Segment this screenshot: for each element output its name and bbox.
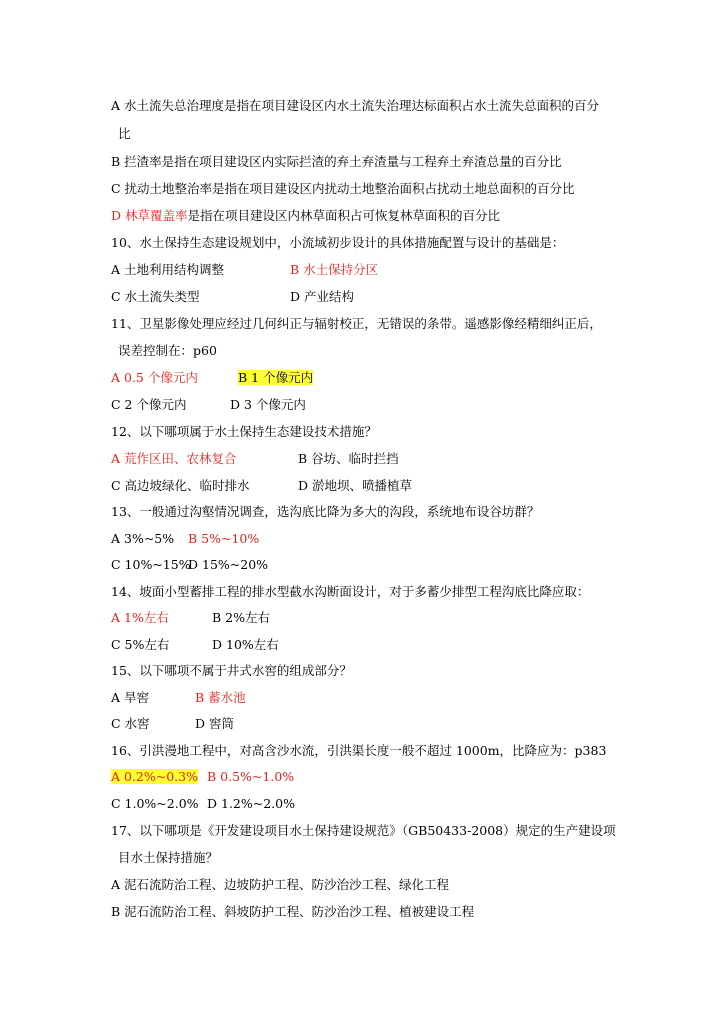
option-line: C 扰动土地整治率是指在项目建设区内扰动土地整治面积占扰动土地总面积的百分比 [111, 181, 575, 196]
question-17: 17、以下哪项是《开发建设项目水土保持建设规范》（GB50433-2008）规定的生产建设项 [111, 823, 616, 838]
option-a-highlighted [111, 768, 198, 786]
option-line [111, 207, 500, 225]
option-c: C 2 个像元内 [111, 397, 187, 412]
option-d: D 产业结构 [290, 289, 354, 304]
option-c: C 水窖 [111, 716, 150, 731]
option-a: A 3%~5% [111, 531, 175, 546]
option-d: D 淤地坝、喷播植草 [298, 478, 412, 493]
option-b-answer: B 水土保持分区 [290, 262, 379, 277]
option-b: B 泥石流防治工程、斜坡防护工程、防沙治沙工程、植被建设工程 [111, 904, 475, 919]
option-d: D 10%左右 [212, 637, 279, 652]
option-c: C 高边坡绿化、临时排水 [111, 478, 250, 493]
option-a: A 泥石流防治工程、边坡防护工程、防沙治沙工程、绿化工程 [111, 877, 450, 892]
option-b: B 2%左右 [212, 610, 270, 625]
highlight-text: B 1 个像元内 [238, 370, 314, 385]
option-d: D 1.2%~2.0% [207, 796, 295, 811]
question-12: 12、以下哪项属于水土保持生态建设技术措施？ [111, 424, 377, 439]
option-a: A 土地利用结构调整 [111, 262, 225, 277]
option-a-answer: A 荒作区田、农林复合 [111, 451, 237, 466]
option-a-answer: A 1%左右 [111, 610, 169, 625]
option-d: D 窖筒 [195, 716, 234, 731]
option-line-continuation: 比 [118, 126, 131, 141]
option-text: 是指在项目建设区内林草面积占可恢复林草面积的百分比 [187, 208, 501, 223]
answer-highlight: D 林草覆盖率 [111, 208, 188, 223]
option-d: D 15%~20% [188, 557, 269, 572]
question-13: 13、一般通过沟壑情况调查，选沟底比降为多大的沟段，系统地布设谷坊群？ [111, 504, 540, 519]
option-c: C 水土流失类型 [111, 289, 200, 304]
option-a-answer: A 0.5 个像元内 [111, 370, 198, 385]
option-c: C 1.0%~2.0% [111, 796, 199, 811]
question-11: 11、卫星影像处理应经过几何纠正与辐射校正，无错误的条带。遥感影像经精细纠正后， [111, 316, 602, 331]
option-d: D 3 个像元内 [230, 397, 306, 412]
highlight-text: A 0.2%~0.3% [111, 769, 198, 784]
option-b-answer: B 5%~10% [188, 531, 260, 546]
question-16: 16、引洪漫地工程中，对高含沙水流，引洪渠长度一般不超过 1000m，比降应为：p383 [111, 743, 607, 758]
option-b: B 谷坊、临时拦挡 [298, 451, 399, 466]
question-15: 15、以下哪项不属于井式水窖的组成部分？ [111, 663, 352, 678]
option-a: A 旱窖 [111, 690, 150, 705]
option-line [111, 261, 224, 279]
question-10: 10、水土保持生态建设规划中，小流域初步设计的具体措施配置与设计的基础是： [111, 235, 565, 250]
option-line: B 拦渣率是指在项目建设区内实际拦渣的弃土弃渣量与工程弃土弃渣总量的百分比 [111, 154, 562, 169]
question-17-continuation: 目水土保持措施？ [118, 850, 219, 865]
option-b-answer: B 0.5%~1.0% [207, 769, 295, 784]
option-b-highlighted [238, 369, 313, 387]
option-b-answer: B 蓄水池 [195, 690, 246, 705]
option-c: C 10%~15% [111, 557, 191, 572]
option-line: A 水土流失总治理度是指在项目建设区内水土流失治理达标面积占水土流失总面积的百分 [111, 98, 600, 113]
question-14: 14、坡面小型蓄排工程的排水型截水沟断面设计，对于多蓄少排型工程沟底比降应取： [111, 584, 590, 599]
option-c: C 5%左右 [111, 637, 170, 652]
question-11-continuation: 误差控制在：p60 [118, 343, 217, 358]
